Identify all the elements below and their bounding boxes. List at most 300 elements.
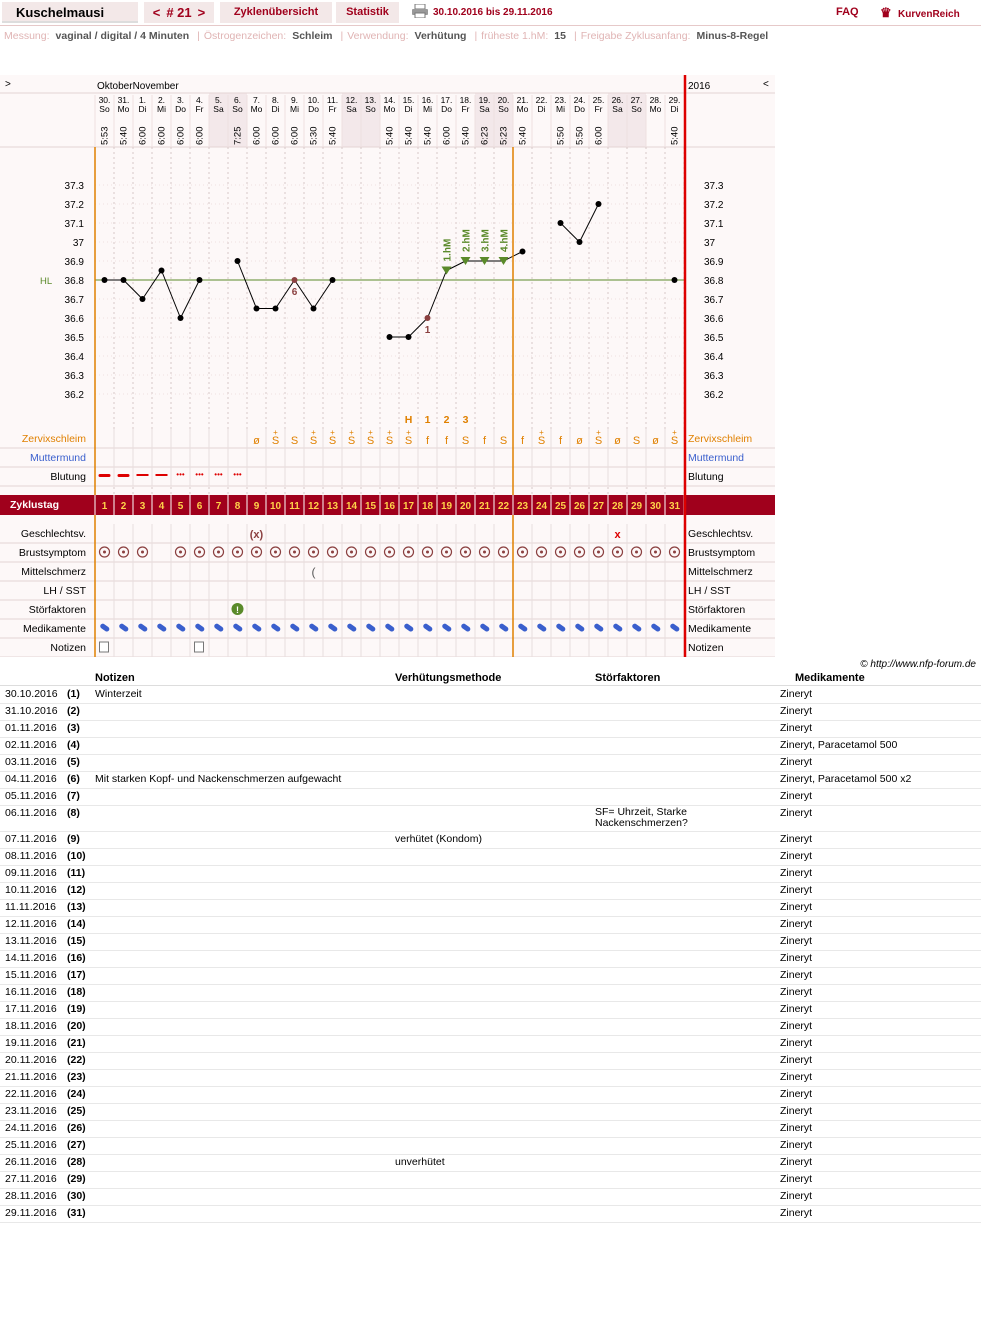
info-label: Verwendung: [347,30,409,42]
breast-symptom-dot [407,551,410,554]
breast-symptom-dot [635,551,638,554]
info-value: 15 [554,30,566,42]
day-weekday: Sa [612,104,623,114]
kurvenreich-logo[interactable] [880,2,960,23]
cycle-day: 23 [516,501,529,512]
table-row [0,772,981,789]
mucus-mark: S [328,435,337,447]
day-date: 13. [364,95,377,105]
day-weekday: Mo [516,104,529,114]
row-label-right-notes: Notizen [688,642,724,654]
day-date: 22. [535,95,548,105]
measure-time: 6:23 [479,126,491,145]
high-measure-label: 1.hM [442,238,454,262]
mucus-plus: + [596,428,601,437]
cell-d: 29.11.2016 [5,1207,57,1219]
printer-icon[interactable] [412,4,428,18]
temp-point [159,268,165,274]
cycle-info-bar [4,30,772,42]
day-weekday: Do [175,104,186,114]
table-row [0,1019,981,1036]
cycle-day: 6 [196,501,203,512]
mucus-mark: ø [614,435,621,447]
temp-point [235,258,241,264]
mucus-mark: ø [652,435,659,447]
table-row [0,900,981,917]
row-label-breast: Brustsymptom [18,547,86,559]
measure-time: 5:40 [422,126,434,145]
cycle-day: 24 [535,501,548,512]
info-label: früheste 1.hM: [481,30,549,42]
coverline-label: HL [40,276,53,287]
day-weekday: Sa [346,104,357,114]
cycle-day: 17 [402,501,415,512]
cell-d: 19.11.2016 [5,1037,57,1049]
chart-next-button[interactable]: < [763,79,769,90]
cell-n: (6) [67,773,80,785]
bleeding-light: ••• [195,470,204,479]
y-tick-left: 36.2 [64,390,84,401]
cell-t: Winterzeit [95,688,142,700]
mucus-mark: S [537,435,546,447]
cell-s: SF= Uhrzeit, Starke Nackenschmerzen? [595,806,688,829]
table-row [0,883,981,900]
mucus-mark: f [558,435,563,447]
mucus-plus: + [387,428,392,437]
day-weekday: Di [670,104,679,114]
faq-link[interactable]: FAQ [836,6,859,18]
cell-m: Zineryt [780,1207,813,1219]
mucus-mark: f [444,435,449,447]
row-label-cervix: Muttermund [29,452,86,464]
cell-m: Zineryt [780,1190,813,1202]
mucus-mark: S [290,435,299,447]
bleeding-light: ••• [233,470,242,479]
temp-point [330,277,336,283]
cell-d: 07.11.2016 [5,833,57,845]
table-row [0,789,981,806]
breast-symptom-dot [464,551,467,554]
cell-d: 18.11.2016 [5,1020,57,1032]
breast-symptom-dot [616,551,619,554]
day-date: 23. [554,95,567,105]
cell-m: Zineryt [780,790,813,802]
day-date: 8. [271,95,280,105]
cell-d: 31.10.2016 [5,705,58,717]
cell-n: (27) [67,1139,86,1151]
table-row [0,738,981,755]
day-weekday: Sa [479,104,490,114]
cell-n: (11) [67,867,86,879]
day-date: 3. [176,95,185,105]
cycle-day: 7 [215,501,222,512]
chart-prev-button[interactable]: > [5,79,11,90]
day-date: 19. [478,95,491,105]
table-row [0,806,981,832]
row-label-mucus: Zervixschleim [21,433,86,445]
y-tick-right: 37.2 [704,200,724,211]
day-weekday: Do [441,104,452,114]
day-date: 14. [383,95,396,105]
cell-m: Zineryt [780,705,813,717]
cell-n: (5) [67,756,80,768]
day-date: 29. [668,95,681,105]
cycle-day: 25 [554,501,567,512]
cell-d: 25.11.2016 [5,1139,57,1151]
table-row [0,1206,981,1223]
y-tick-left: 36.6 [64,314,84,325]
day-date: 17. [440,95,453,105]
day-date: 10. [307,95,320,105]
cycle-nav [144,2,214,23]
day-weekday: So [631,104,642,114]
cell-n: (16) [67,952,86,964]
cell-d: 09.11.2016 [5,867,57,879]
day-date: 18. [459,95,472,105]
cell-n: (8) [67,807,80,819]
table-row [0,721,981,738]
cycle-day: 2 [120,501,127,512]
day-weekday: Mi [157,104,166,114]
table-row [0,1104,981,1121]
cell-m: Zineryt [780,1037,813,1049]
cycle-overview-link[interactable]: Zyklenübersicht [220,2,332,23]
measure-time: 5:40 [384,126,396,145]
row-label-right-stor: Störfaktoren [688,604,746,616]
cell-d: 17.11.2016 [5,1003,57,1015]
cell-n: (31) [67,1207,86,1219]
mucus-plus: + [311,428,316,437]
day-date: 16. [421,95,434,105]
mucus-mark: S [271,435,280,447]
breast-symptom-dot [388,551,391,554]
table-row [0,934,981,951]
breast-symptom-dot [578,551,581,554]
temp-point [292,277,298,283]
mucus-mark: S [670,435,679,447]
temp-point [558,220,564,226]
mucus-mark: S [309,435,318,447]
measure-time: 5:40 [403,126,415,145]
breast-symptom-dot [426,551,429,554]
measure-time: 5:50 [555,126,567,145]
breast-symptom-dot [103,551,106,554]
table-row [0,849,981,866]
table-row [0,1053,981,1070]
cell-t: Mit starken Kopf- und Nackenschmerzen aufgewacht [95,773,342,785]
y-tick-right: 36.4 [704,352,724,363]
y-tick-left: 36.4 [64,352,84,363]
measure-time: 5:40 [118,126,130,145]
cell-d: 12.11.2016 [5,918,57,930]
measure-time: 6:00 [251,126,263,145]
breast-symptom-dot [255,551,258,554]
day-weekday: Do [574,104,585,114]
cell-m: Zineryt [780,1088,813,1100]
cell-n: (24) [67,1088,86,1100]
day-weekday: Mi [556,104,565,114]
measure-time: 5:40 [517,126,529,145]
row-label-right-lh: LH / SST [688,585,731,597]
cycle-day: 4 [158,501,165,512]
day-weekday: Fr [461,104,470,114]
high-measure-label: 2.hM [461,229,473,252]
table-row [0,1155,981,1172]
peak-marker: 1 [424,414,431,426]
bleeding-light: ••• [214,470,223,479]
mucus-mark: S [366,435,375,447]
y-tick-right: 36.7 [704,295,724,306]
day-date: 9. [290,95,299,105]
measure-time: 5:40 [460,126,472,145]
cell-n: (4) [67,739,80,751]
table-row [0,704,981,721]
cell-d: 28.11.2016 [5,1190,57,1202]
info-value: vaginal / digital / 4 Minuten [55,30,190,42]
day-weekday: Fr [328,104,337,114]
cell-n: (22) [67,1054,86,1066]
row-label-right-cervix: Muttermund [688,452,745,464]
cell-n: (7) [67,790,80,802]
cell-m: Zineryt [780,850,813,862]
measure-time: 5:53 [99,126,111,145]
month-label: OktoberNovember [97,81,179,92]
table-row [0,917,981,934]
row-label-bleed: Blutung [50,471,86,483]
cycle-dates: 30.10.2016 bis 29.11.2016 [433,7,553,18]
breast-symptom-dot [179,551,182,554]
cell-d: 11.11.2016 [5,901,56,913]
cycle-day: 27 [592,501,605,512]
cell-d: 05.11.2016 [5,790,57,802]
cycle-day: 11 [289,501,300,512]
cell-m: Zineryt [780,1003,813,1015]
cell-n: (9) [67,833,80,845]
breast-symptom-dot [521,551,524,554]
cycle-day: 21 [478,501,491,512]
cell-d: 21.11.2016 [5,1071,57,1083]
y-tick-right: 36.8 [704,276,724,287]
mucus-plus: + [349,428,354,437]
y-tick-left: 36.5 [64,333,84,344]
mucus-mark: S [632,435,641,447]
day-date: 30. [98,95,111,105]
cell-m: Zineryt [780,756,813,768]
temp-point [178,315,184,321]
y-tick-right: 36.3 [704,371,724,382]
temp-point [311,306,317,312]
measure-time: 6:00 [270,126,282,145]
day-date: 26. [611,95,624,105]
breast-symptom-dot [236,551,239,554]
row-label-right-mucus: Zervixschleim [688,433,753,445]
separator: | [340,30,344,42]
cycle-day: 30 [649,501,662,512]
cycle-day: 16 [383,501,396,512]
note-icon [195,642,204,652]
temp-point [520,249,526,255]
cell-m: Zineryt [780,1122,813,1134]
row-label-right-sex: Geschlechtsv. [688,528,754,540]
cell-m: Zineryt [780,1139,813,1151]
cell-m: Zineryt [780,969,813,981]
bleeding-heavy [99,474,111,477]
cell-m: Zineryt [780,833,813,845]
breast-symptom-dot [559,551,562,554]
cell-d: 14.11.2016 [5,952,57,964]
day-date: 20. [497,95,510,105]
y-tick-right: 37.3 [704,181,724,192]
cycle-day: 31 [668,501,681,512]
table-row [0,832,981,849]
measure-time: 5:50 [574,126,586,145]
day-date: 25. [592,95,605,105]
mucus-mark: f [520,435,525,447]
temp-point [273,306,279,312]
cycle-day: 22 [497,501,510,512]
day-date: 2. [157,95,166,105]
intercourse-mark: (x) [249,529,264,541]
crown-heart-icon: ♛ [880,5,892,20]
top-bar [0,0,981,26]
bleeding-medium [156,474,168,476]
cycle-day: 29 [630,501,643,512]
table-row [0,1070,981,1087]
day-date: 21. [516,95,529,105]
statistics-link[interactable]: Statistik [336,2,399,23]
row-label-sex: Geschlechtsv. [20,528,86,540]
cell-n: (10) [67,850,86,862]
next-cycle-button[interactable]: > [197,5,206,20]
cell-m: Zineryt [780,901,813,913]
cell-d: 08.11.2016 [5,850,57,862]
row-label-lh: LH / SST [43,585,86,597]
y-tick-right: 36.9 [704,257,724,268]
cell-m: Zineryt [780,935,813,947]
mucus-mark: S [461,435,470,447]
cell-m: Zineryt [780,986,813,998]
measure-time: 6:00 [593,126,605,145]
cycle-day: 19 [440,501,453,512]
row-label-right-bleed: Blutung [688,471,724,483]
mittelschmerz-icon: ( [311,565,316,579]
temp-point [406,334,412,340]
table-row [0,951,981,968]
info-value: Schleim [292,30,333,42]
cell-m: Zineryt [780,1156,813,1168]
y-tick-left: 37 [72,238,84,249]
cycle-day: 5 [177,501,184,512]
day-date: 12. [345,95,358,105]
cycle-day: 28 [611,501,624,512]
cell-n: (29) [67,1173,86,1185]
cell-d: 26.11.2016 [5,1156,57,1168]
mucus-mark: S [347,435,356,447]
measure-time: 6:00 [289,126,301,145]
cell-v: verhütet (Kondom) [395,833,482,845]
temp-point [140,296,146,302]
cell-m: Zineryt [780,807,813,819]
row-label-notes: Notizen [50,642,86,654]
notes-header [0,672,981,686]
cell-m: Zineryt [780,1054,813,1066]
breast-symptom-dot [217,551,220,554]
breast-symptom-dot [141,551,144,554]
cell-d: 23.11.2016 [5,1105,57,1117]
info-label: Freigabe Zyklusanfang: [580,30,691,42]
cell-d: 30.10.2016 [5,688,58,700]
breast-symptom-dot [597,551,600,554]
mucus-mark: ø [576,435,583,447]
intercourse-mark: x [614,529,621,541]
mucus-mark: S [499,435,508,447]
day-weekday: Mo [250,104,263,114]
high-measure-label: 4.hM [499,229,511,252]
breast-symptom-dot [198,551,201,554]
cell-n: (13) [67,901,86,913]
prev-cycle-button[interactable]: < [152,5,161,20]
cycle-day: 20 [459,501,472,512]
peak-marker: H [404,414,413,426]
col-notes: Notizen [95,672,135,684]
table-row [0,1189,981,1206]
chart-background [0,75,775,657]
measure-time: 5:40 [327,126,339,145]
mucus-mark: ø [253,435,260,447]
copyright: © http://www.nfp-forum.de [860,659,976,670]
count-label: 1 [424,325,431,336]
user-name: Kuschelmausi [2,2,138,23]
day-weekday: Fr [594,104,603,114]
mucus-plus: + [368,428,373,437]
day-date: 5. [214,95,223,105]
day-weekday: Mo [649,104,662,114]
measure-time: 6:00 [156,126,168,145]
cell-n: (14) [67,918,86,930]
info-value: Verhütung [414,30,467,42]
breast-symptom-dot [654,551,657,554]
bleeding-medium [137,474,149,476]
bleeding-heavy [118,474,130,477]
row-label-mittel: Mittelschmerz [21,566,86,578]
day-weekday: Di [537,104,546,114]
cycle-day: 18 [421,501,434,512]
measure-time: 6:00 [137,126,149,145]
row-label-cycleday: Zyklustag [10,499,60,511]
bleeding-light: ••• [176,470,185,479]
cell-v: unverhütet [395,1156,445,1168]
separator: | [474,30,478,42]
cell-d: 16.11.2016 [5,986,57,998]
cycle-day: 14 [345,501,358,512]
cell-m: Zineryt [780,952,813,964]
cell-n: (28) [67,1156,86,1168]
day-weekday: So [365,104,376,114]
cell-n: (23) [67,1071,86,1083]
row-label-right-med: Medikamente [688,623,752,635]
cell-m: Zineryt [780,1173,813,1185]
cycle-day: 15 [364,501,377,512]
cell-d: 02.11.2016 [5,739,57,751]
day-date: 27. [630,95,643,105]
cycle-day: 10 [269,501,282,512]
cell-m: Zineryt, Paracetamol 500 x2 [780,773,912,785]
peak-marker: 2 [443,414,450,426]
day-date: 6. [233,95,242,105]
table-row [0,1087,981,1104]
breast-symptom-dot [274,551,277,554]
y-tick-right: 36.2 [704,390,724,401]
